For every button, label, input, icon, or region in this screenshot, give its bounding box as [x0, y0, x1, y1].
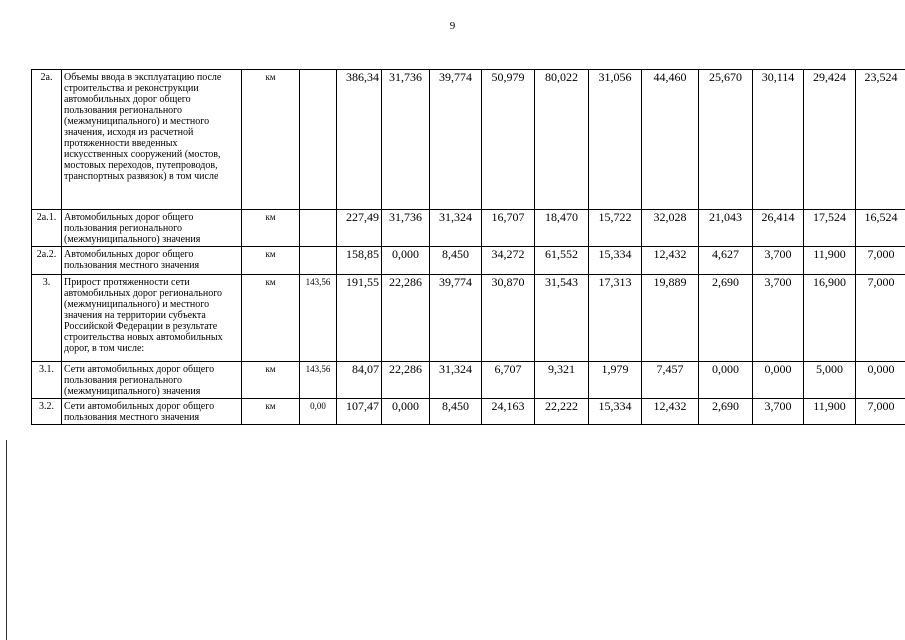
row-value: 0,000	[699, 362, 753, 399]
row-value: 2,690	[699, 275, 753, 362]
row-value: 3,700	[753, 399, 804, 425]
row-value: 17,524	[804, 210, 856, 247]
row-value: 31,736	[382, 210, 430, 247]
row-value: 50,979	[482, 70, 535, 210]
row-value: 44,460	[642, 70, 699, 210]
row-description: Прирост протяженности сети автомобильных дорог регионального (межмуниципального) и местного значения на территории субъекта Российской Федерации в результате строительства новых автомобильных дорог, в том числе:	[62, 275, 242, 362]
page-number: 9	[449, 20, 456, 32]
row-number: 2а.	[32, 70, 62, 210]
row-value: 31,056	[589, 70, 642, 210]
row-value: 15,722	[589, 210, 642, 247]
row-unit: км	[242, 247, 300, 275]
row-value: 31,543	[535, 275, 589, 362]
row-base-value	[300, 210, 337, 247]
row-value: 8,450	[430, 399, 482, 425]
row-base-value	[300, 247, 337, 275]
row-value: 3,700	[753, 247, 804, 275]
row-base-value: 0,00	[300, 399, 337, 425]
margin-rule	[6, 440, 7, 640]
row-value: 32,028	[642, 210, 699, 247]
row-number: 3.1.	[32, 362, 62, 399]
row-value: 19,889	[642, 275, 699, 362]
row-value: 12,432	[642, 399, 699, 425]
row-value: 26,414	[753, 210, 804, 247]
row-value: 6,707	[482, 362, 535, 399]
row-value: 15,334	[589, 399, 642, 425]
row-value: 34,272	[482, 247, 535, 275]
row-base-value: 143,56	[300, 362, 337, 399]
row-value: 25,670	[699, 70, 753, 210]
row-value: 21,043	[699, 210, 753, 247]
row-value: 386,34	[337, 70, 382, 210]
row-value: 4,627	[699, 247, 753, 275]
row-value: 39,774	[430, 70, 482, 210]
row-value: 30,870	[482, 275, 535, 362]
row-value: 0,000	[382, 247, 430, 275]
row-value: 18,470	[535, 210, 589, 247]
row-value: 2,690	[699, 399, 753, 425]
row-description: Автомобильных дорог общего пользования местного значения	[62, 247, 242, 275]
row-value: 0,000	[856, 362, 905, 399]
table-row	[32, 247, 905, 275]
row-description: Сети автомобильных дорог общего пользования регионального (межмуниципального) значения	[62, 362, 242, 399]
row-value: 84,07	[337, 362, 382, 399]
row-unit: км	[242, 210, 300, 247]
row-value: 39,774	[430, 275, 482, 362]
row-value: 1,979	[589, 362, 642, 399]
row-value: 17,313	[589, 275, 642, 362]
row-value: 7,000	[856, 275, 905, 362]
row-value: 3,700	[753, 275, 804, 362]
row-number: 3.	[32, 275, 62, 362]
row-base-value	[300, 70, 337, 210]
row-value: 107,47	[337, 399, 382, 425]
row-value: 0,000	[382, 399, 430, 425]
row-unit: км	[242, 70, 300, 210]
row-unit: км	[242, 275, 300, 362]
row-value: 11,900	[804, 399, 856, 425]
row-value: 0,000	[753, 362, 804, 399]
row-value: 29,424	[804, 70, 856, 210]
row-value: 61,552	[535, 247, 589, 275]
row-description: Сети автомобильных дорог общего пользования местного значения	[62, 399, 242, 425]
row-value: 158,85	[337, 247, 382, 275]
table-row	[32, 70, 905, 210]
row-number: 2а.2.	[32, 247, 62, 275]
row-value: 31,736	[382, 70, 430, 210]
row-value: 23,524	[856, 70, 905, 210]
table-row	[32, 399, 905, 425]
row-value: 9,321	[535, 362, 589, 399]
row-value: 31,324	[430, 362, 482, 399]
row-value: 24,163	[482, 399, 535, 425]
row-value: 80,022	[535, 70, 589, 210]
row-value: 22,286	[382, 275, 430, 362]
row-value: 5,000	[804, 362, 856, 399]
row-description: Автомобильных дорог общего пользования регионального (межмуниципального) значения	[62, 210, 242, 247]
indicators-table	[31, 69, 905, 425]
row-value: 16,707	[482, 210, 535, 247]
row-value: 8,450	[430, 247, 482, 275]
table-row	[32, 210, 905, 247]
row-description: Объемы ввода в эксплуатацию после строительства и реконструкции автомобильных дорог общего пользования регионального (межмуниципального) и местного значения, исходя из расчетной протяженности введенных искусственных сооружений (мостов, мостовых переходов, путепроводов, транспортных развязок) в том числе	[62, 70, 242, 210]
row-unit: км	[242, 362, 300, 399]
row-value: 31,324	[430, 210, 482, 247]
row-unit: км	[242, 399, 300, 425]
row-value: 15,334	[589, 247, 642, 275]
table-body	[32, 70, 905, 425]
row-value: 11,900	[804, 247, 856, 275]
row-value: 7,000	[856, 247, 905, 275]
row-number: 3.2.	[32, 399, 62, 425]
row-value: 12,432	[642, 247, 699, 275]
row-value: 22,286	[382, 362, 430, 399]
row-value: 7,457	[642, 362, 699, 399]
row-value: 30,114	[753, 70, 804, 210]
row-value: 191,55	[337, 275, 382, 362]
row-value: 22,222	[535, 399, 589, 425]
row-base-value: 143,56	[300, 275, 337, 362]
row-value: 7,000	[856, 399, 905, 425]
table-row	[32, 275, 905, 362]
table-row	[32, 362, 905, 399]
row-value: 227,49	[337, 210, 382, 247]
row-number: 2а.1.	[32, 210, 62, 247]
row-value: 16,900	[804, 275, 856, 362]
row-value: 16,524	[856, 210, 905, 247]
